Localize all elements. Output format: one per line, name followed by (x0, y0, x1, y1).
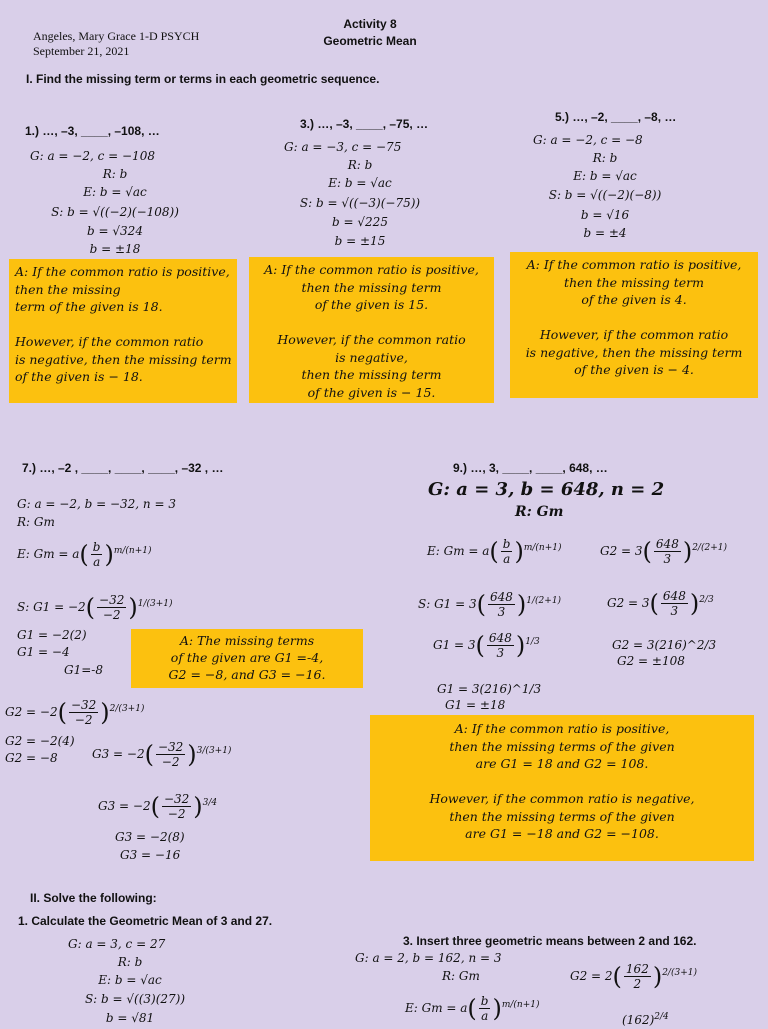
g3-lhs: G3 = −2 (92, 747, 145, 761)
paren: ) (187, 740, 197, 769)
date: September 21, 2021 (33, 44, 130, 58)
answer-line: are G1 = −18 and G2 = −108. (465, 826, 659, 841)
numerator: −32 (163, 792, 190, 806)
p9-g1 (433, 631, 540, 660)
p7-g3 (92, 740, 231, 769)
p9-solution (418, 590, 561, 619)
fraction (661, 589, 688, 618)
p3-result: b = ±15 (334, 234, 386, 248)
exponent: 2/(3+1) (662, 968, 697, 978)
fraction (91, 540, 103, 569)
p7-g2b: G2 = −8 (5, 751, 58, 765)
answer-line (376, 773, 748, 791)
denominator: −2 (102, 608, 121, 622)
p7-g3d: G3 = −16 (120, 848, 181, 862)
paren: ) (492, 994, 502, 1023)
paren: ( (476, 590, 486, 619)
numerator: b (92, 540, 101, 554)
page-subtitle: Geometric Mean (323, 34, 417, 48)
s-lhs: S: G1 = −2 (17, 600, 86, 614)
g2-lhs: G2 = 3 (600, 544, 643, 558)
paren: ) (128, 593, 138, 622)
p1-result: b = ±18 (89, 242, 141, 256)
p3-answer-box (249, 257, 494, 403)
question-1: 1. Calculate the Geometric Mean of 3 and 27. (18, 914, 273, 928)
problem-1-label: 1.) …, –3, ____, –108, … (25, 124, 160, 138)
q1-equation: E: b = √ac (98, 973, 162, 987)
p7-g1c: G1=-8 (64, 663, 103, 677)
denominator: a (93, 555, 101, 569)
fraction (479, 994, 491, 1023)
numerator: 162 (625, 962, 649, 976)
fraction (69, 698, 98, 727)
g1-lhs: G1 = 3 (433, 638, 476, 652)
denominator: a (481, 1009, 489, 1023)
paren: ( (79, 540, 89, 569)
part2-instruction: II. Solve the following: (30, 891, 157, 905)
paren: ) (100, 698, 110, 727)
fraction (97, 593, 126, 622)
numerator: −32 (70, 698, 97, 712)
fraction (501, 537, 513, 566)
denominator: 3 (663, 552, 672, 566)
problem-3-label: 3.) …, –3, ____, –75, … (300, 117, 429, 131)
answer-line: of the given is − 15. (307, 384, 436, 400)
paren: ( (489, 537, 499, 566)
paren: ( (57, 698, 67, 727)
p3-required: R: b (347, 158, 373, 172)
exponent: 3/4 (202, 798, 218, 808)
numerator: 648 (488, 631, 512, 645)
answer-line: However, if the common ratio (539, 327, 729, 342)
exponent: 2/(3+1) (109, 704, 145, 714)
problem-9-label: 9.) …, 3, ____, ____, 648, … (453, 461, 608, 475)
denominator: 2 (633, 977, 642, 991)
denominator: 3 (670, 604, 679, 618)
p1-equation: E: b = √ac (83, 185, 147, 199)
paren: ) (516, 590, 527, 619)
answer-line: However, if the common ratio (15, 334, 204, 349)
p1-answer-box (9, 259, 237, 403)
p9-answer-box (370, 715, 754, 861)
p3-sqrt: b = √225 (332, 215, 388, 229)
question-3: 3. Insert three geometric means between 2 and 162. (403, 934, 697, 948)
p7-g1a: G1 = −2(2) (17, 628, 87, 642)
p3-given: G: a = −3, c = −75 (284, 140, 402, 154)
paren: ( (144, 740, 154, 769)
answer-line: of the given is − 18. (15, 369, 143, 384)
p9-g2b-eq (607, 589, 714, 618)
p9-g1a: G1 = 3(216)^1/3 (437, 682, 542, 696)
q1-solution: S: b = √((3)(27)) (84, 992, 186, 1006)
eq-lhs: E: Gm = a (405, 1001, 468, 1015)
exponent: 1/(2+1) (526, 596, 562, 606)
paren: ) (193, 792, 203, 821)
q3-equation (405, 994, 540, 1023)
answer-line: of the given is 4. (581, 292, 687, 307)
answer-line: is negative, (335, 349, 408, 365)
exponent: 2/3 (699, 595, 714, 605)
g3b-lhs: G3 = −2 (98, 799, 151, 813)
p7-g1b: G1 = −4 (17, 645, 70, 659)
denominator: a (503, 552, 511, 566)
q1-sqrt: b = √81 (105, 1011, 155, 1025)
p5-solution: S: b = √((−2)(−8)) (548, 188, 662, 202)
answer-line (15, 316, 231, 334)
exponent: m/(n+1) (113, 546, 152, 556)
denominator: 3 (496, 646, 505, 660)
denominator: −2 (161, 755, 180, 769)
q3-given: G: a = 2, b = 162, n = 3 (355, 951, 502, 965)
denominator: −2 (74, 713, 93, 727)
p5-answer-box (510, 252, 758, 398)
fraction (654, 537, 681, 566)
p9-g1b: G1 = ±18 (445, 698, 506, 712)
fraction (624, 962, 651, 991)
p7-answer-box (131, 629, 363, 688)
p7-g2a: G2 = −2(4) (5, 734, 75, 748)
p9-g2a: G2 = 3(216)^2/3 (612, 638, 717, 652)
p7-solution (17, 593, 173, 622)
p1-solution: S: b = √((−2)(−108)) (51, 205, 179, 219)
denominator: −2 (167, 807, 186, 821)
q1-required: R: b (117, 955, 143, 969)
p7-required: R: Gm (17, 515, 55, 529)
answer-line: A: If the common ratio is positive, (15, 264, 230, 279)
p3-solution: S: b = √((−3)(−75)) (299, 196, 421, 210)
p1-required: R: b (102, 167, 128, 181)
q3-tail (622, 1008, 669, 1029)
answer-line: then the missing term (301, 367, 442, 382)
q3-required: R: Gm (442, 969, 480, 983)
exponent: m/(n+1) (523, 543, 562, 553)
numerator: 648 (655, 537, 679, 551)
p7-g3c: G3 = −2(8) (115, 830, 185, 844)
paren: ) (689, 589, 700, 618)
paren: ( (150, 792, 160, 821)
eq-lhs: E: Gm = a (17, 547, 80, 561)
paren: ) (682, 537, 693, 566)
exponent: 3/(3+1) (196, 746, 232, 756)
answer-line: then the missing (15, 281, 121, 297)
numerator: b (502, 537, 511, 551)
p5-result: b = ±4 (583, 226, 627, 240)
p5-equation: E: b = √ac (573, 169, 637, 183)
exponent: 1/(3+1) (137, 599, 173, 609)
p1-given: G: a = −2, c = −108 (30, 149, 155, 163)
student-name: Angeles, Mary Grace 1-D PSYCH (33, 29, 200, 43)
p1-sqrt: b = √324 (87, 224, 143, 238)
p3-equation: E: b = √ac (328, 176, 392, 190)
p5-required: R: b (592, 151, 618, 165)
problem-5-label: 5.) …, –2, ____, –8, … (555, 110, 677, 124)
page-title: Activity 8 (343, 17, 397, 31)
paren: ) (652, 962, 663, 991)
paren: ( (467, 994, 477, 1023)
answer-line: A: If the common ratio is positive, (526, 257, 742, 272)
numerator: −32 (99, 593, 125, 607)
answer-line: of the given are G1 =-4, (170, 650, 324, 665)
numerator: −32 (157, 740, 184, 754)
answer-line: term of the given is 18. (15, 299, 163, 314)
answer-line: of the given is 15. (314, 297, 429, 312)
answer-line (516, 309, 752, 327)
p9-required: R: Gm (515, 504, 564, 520)
fraction (156, 740, 185, 769)
q1-given: G: a = 3, c = 27 (68, 937, 166, 951)
answer-line: A: If the common ratio is positive, (264, 262, 479, 277)
paren: ( (642, 537, 652, 566)
answer-line: G2 = −8, and G3 = −16. (168, 667, 326, 682)
q3-g2 (570, 962, 697, 991)
paren: ( (612, 962, 622, 991)
p7-g3b (98, 792, 217, 821)
numerator: 648 (662, 589, 686, 603)
answer-line: then the missing term (564, 274, 704, 290)
answer-line: are G1 = 18 and G2 = 108. (475, 756, 649, 771)
g2-lhs: G2 = −2 (5, 705, 58, 719)
p5-given: G: a = −2, c = −8 (533, 133, 643, 147)
paren: ( (475, 631, 485, 660)
answer-line: is negative, then the missing term (15, 351, 232, 367)
answer-line: However, if the common ratio (277, 332, 466, 347)
answer-line: then the missing terms of the given (449, 808, 675, 824)
denominator: 3 (497, 605, 506, 619)
answer-line: A: If the common ratio is positive, (454, 721, 670, 736)
problem-7-label: 7.) …, –2 , ____, ____, ____, –32 , … (22, 461, 224, 475)
p9-given: G: a = 3, b = 648, n = 2 (428, 479, 665, 500)
numerator: 648 (490, 590, 513, 604)
fraction (487, 631, 514, 660)
answer-line: then the missing term (301, 279, 442, 295)
paren: ) (104, 540, 114, 569)
g2-lhs: G2 = 2 (570, 969, 613, 983)
paren: ) (515, 631, 526, 660)
answer-line: A: The missing terms (179, 633, 315, 648)
g2b-lhs: G2 = 3 (607, 596, 650, 610)
p7-equation (17, 540, 152, 569)
paren: ) (514, 537, 524, 566)
p9-g2 (600, 537, 727, 566)
paren: ( (649, 589, 659, 618)
exponent: 2/4 (654, 1012, 669, 1022)
s-lhs: S: G1 = 3 (418, 597, 477, 611)
fraction (162, 792, 191, 821)
answer-line (255, 314, 488, 332)
answer-line: of the given is − 4. (574, 362, 694, 377)
paren: ( (85, 593, 96, 622)
answer-line: However, if the common ratio is negative, (429, 791, 695, 806)
part1-instruction: I. Find the missing term or terms in each geometric sequence. (26, 72, 380, 86)
p7-given: G: a = −2, b = −32, n = 3 (17, 497, 176, 511)
answer-line: then the missing terms of the given (449, 738, 675, 754)
exponent: m/(n+1) (501, 1000, 540, 1010)
exponent: 2/(2+1) (692, 543, 727, 553)
fraction (488, 590, 515, 619)
numerator: b (480, 994, 489, 1008)
p9-g2b: G2 = ±108 (617, 654, 685, 668)
p7-g2 (5, 698, 144, 727)
answer-line: is negative, then the missing term (525, 344, 743, 360)
exponent: 1/3 (525, 637, 540, 647)
eq-lhs: E: Gm = a (427, 544, 490, 558)
p5-sqrt: b = √16 (580, 208, 630, 222)
p9-equation (427, 537, 562, 566)
tail-base: (162) (622, 1013, 655, 1027)
